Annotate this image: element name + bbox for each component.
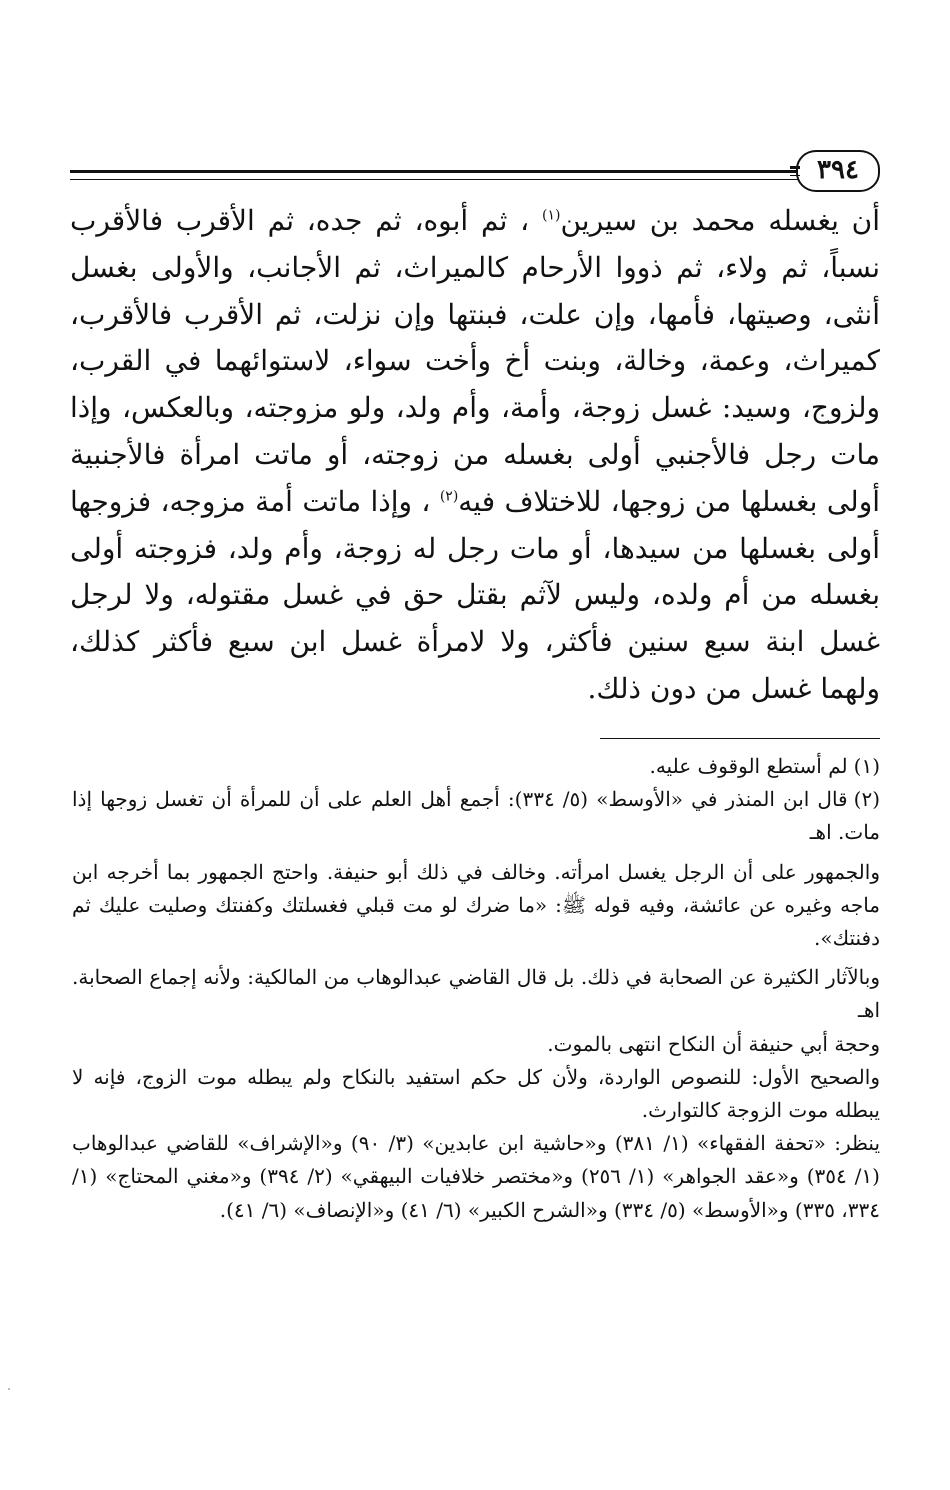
footnote-ref-2[interactable]: (٢) — [439, 488, 459, 505]
footnote-separator — [600, 738, 880, 739]
header-rule — [70, 170, 810, 180]
footnote-2 — [72, 783, 880, 849]
footnote-ref-1[interactable]: (١) — [542, 207, 561, 224]
scan-speck — [8, 1388, 10, 1390]
main-text-part-3: ، وإذا ماتت أمة مزوجه، فزوجها أولى بغسلها من سيدها، أو مات رجل له زوجة، وأم ولد، فزوجته أولى بغسله من أم ولده، وليس لآثم بقتل حق في غسل مقتوله، ولا لرجل غسل ابنة سبع سنين فأكثر، ولا لامرأة غسل ابن سبع فأكثر كذلك، ولهما غسل من دون ذلك. — [70, 484, 880, 705]
page-header — [70, 146, 880, 190]
footnote-2-paragraph-3: وحجة أبي حنيفة أن النكاح انتهى بالموت. — [547, 1031, 880, 1056]
footnote-2-paragraph-2: وبالآثار الكثيرة عن الصحابة في ذلك. بل قال القاضي عبدالوهاب من المالكية: ولأنه إجماع الصحابة. اهـ — [72, 965, 880, 1023]
main-paragraph — [70, 198, 880, 713]
footnote-1-text: لم أستطع الوقوف عليه. — [649, 754, 848, 778]
footnote-1-number: (١) — [853, 754, 880, 778]
footnote-2-text: قال ابن المنذر في «الأوسط» (٥/ ٣٣٤): أجمع أهل العلم على أن للمرأة أن تغسل زوجها إذا مات. اهـ — [72, 787, 880, 845]
main-body-text — [70, 198, 880, 713]
main-text-part-2: ، ثم أبوه، ثم جده، ثم الأقرب فالأقرب نسباً، ثم ولاء، ثم ذووا الأرحام كالميراث، ثم الأجانب، والأولى بغسل أنثى، وصيتها، فأمها، وإن علت، فبنتها وإن نزلت، ثم الأقرب فالأقرب، كميراث، وعمة، وخالة، وبنت أخ وأخت سواء، لاستوائهما في القرب، ولزوج، وسيد: غسل زوجة، وأمة، وأم ولد، ولو مزوجته، وبالعكس، وإذا مات رجل فالأجنبي أولى بغسله من زوجته، أو ماتت امرأة فالأجنبية أولى بغسلها من زوجها، للاختلاف فيه — [70, 204, 880, 518]
footnote-2-paragraph-1: والجمهور على أن الرجل يغسل امرأته. وخالف في ذلك أبو حنيفة. واحتج الجمهور بما أخرجه ابن ماجه وغيره عن عائشة، وفيه قوله ﷺ: «ما ضرك لو مت قبلي فغسلتك وكفنتك وصليت عليك ثم دفنتك». — [72, 859, 880, 951]
footnote-2-paragraph-4: والصحيح الأول: للنصوص الواردة، ولأن كل حكم استفيد بالنكاح ولم يبطله موت الزوج، فإنه لا يبطله موت الزوجة كالتوارث. — [72, 1064, 880, 1123]
page-number: ٣٩٤ — [796, 150, 880, 192]
footnote-2-number: (٢) — [853, 787, 880, 812]
footnotes — [72, 750, 880, 1227]
footnote-1 — [72, 750, 880, 783]
main-text-part-1: أن يغسله محمد بن سيرين — [560, 204, 880, 237]
footnote-2-references: ينظر: «تحفة الفقهاء» (١/ ٣٨١) و«حاشية ابن عابدين» (٣/ ٩٠) و«الإشراف» للقاضي عبدالوهاب (١/ ٣٥٤) و«عقد الجواهر» (١/ ٢٥٦) و«مختصر خلافيات البيهقي» (٢/ ٣٩٤) و«مغني المحتاج» (١/ ٣٣٤، ٣٣٥) و«الأوسط» (٥/ ٣٣٤) و«الشرح الكبير» (٦/ ٤١) و«الإنصاف» (٦/ ٤١). — [72, 1131, 881, 1222]
